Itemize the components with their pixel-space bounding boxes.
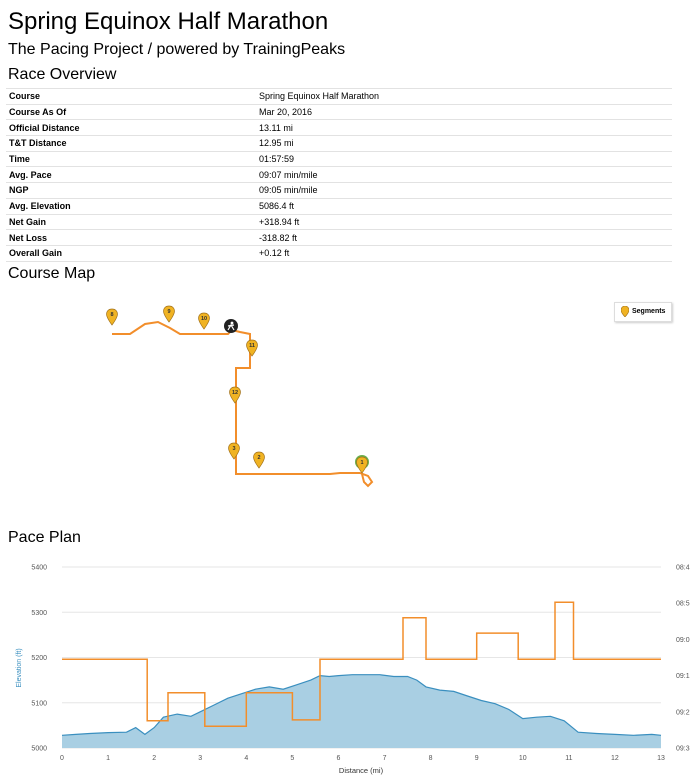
segment-marker[interactable] [357, 457, 368, 473]
segment-marker-label: 2 [257, 455, 261, 461]
x-tick-label: 3 [198, 755, 203, 762]
overview-row [6, 245, 672, 261]
overview-row [6, 183, 672, 199]
x-tick-label: 5 [290, 755, 295, 762]
segment-marker[interactable] [229, 443, 240, 459]
overview-value: 5086.4 ft [256, 198, 672, 214]
course-map[interactable] [0, 286, 700, 516]
segment-marker-label: 11 [249, 343, 255, 349]
segment-marker-label: 12 [231, 390, 239, 396]
overview-row [6, 120, 672, 136]
right-tick-label: 09:3 [676, 745, 690, 753]
right-tick-label: 09:1 [676, 673, 690, 681]
overview-value: +0.12 ft [256, 245, 672, 261]
segment-marker-label: 10 [200, 316, 208, 322]
overview-label: Net Loss [6, 230, 256, 246]
overview-label: Course [6, 89, 256, 105]
segment-marker[interactable] [107, 309, 118, 325]
right-tick-label: 09:0 [676, 636, 690, 644]
runner-icon [224, 319, 238, 333]
overview-label: Official Distance [6, 120, 256, 136]
x-tick-label: 8 [428, 755, 433, 762]
x-tick-label: 13 [657, 755, 665, 762]
overview-value: 01:57:59 [256, 151, 672, 167]
x-tick-label: 9 [474, 755, 479, 762]
overview-row [6, 104, 672, 120]
x-tick-label: 10 [518, 755, 527, 762]
overview-row [6, 167, 672, 183]
overview-value: +318.94 ft [256, 214, 672, 230]
overview-row [6, 151, 672, 167]
right-tick-label: 09:2 [676, 709, 690, 717]
y-tick-label: 5200 [31, 655, 47, 662]
x-tick-label: 1 [106, 755, 111, 762]
course-route [112, 322, 372, 486]
overview-value: 13.11 mi [256, 120, 672, 136]
segment-marker-label: 1 [360, 460, 364, 466]
course-map-heading: Course Map [8, 265, 96, 282]
overview-row [6, 214, 672, 230]
pace-plan-heading: Pace Plan [8, 529, 81, 546]
y-axis-label: Elevation (ft) [16, 648, 23, 688]
segment-marker-label: 8 [110, 312, 114, 318]
x-tick-label: 11 [565, 755, 573, 762]
overview-row [6, 198, 672, 214]
elevation-area [62, 675, 661, 748]
overview-value: 09:07 min/mile [256, 167, 672, 183]
segment-marker-label: 9 [167, 309, 171, 315]
y-tick-label: 5400 [31, 564, 47, 572]
overview-label: T&T Distance [6, 136, 256, 152]
overview-value: 09:05 min/mile [256, 183, 672, 199]
y-tick-label: 5300 [31, 609, 47, 617]
overview-value: Spring Equinox Half Marathon [256, 89, 672, 105]
segment-marker[interactable] [199, 313, 210, 329]
segment-marker[interactable] [164, 306, 175, 322]
race-overview-heading: Race Overview [8, 66, 117, 83]
segment-marker[interactable] [247, 340, 258, 356]
y-tick-label: 5100 [31, 700, 47, 708]
legend-label: Segments [632, 308, 666, 315]
overview-label: NGP [6, 183, 256, 199]
x-tick-label: 6 [336, 755, 341, 762]
x-tick-label: 7 [382, 755, 387, 762]
overview-label: Avg. Elevation [6, 198, 256, 214]
overview-label: Course As Of [6, 104, 256, 120]
overview-label: Net Gain [6, 214, 256, 230]
overview-label: Time [6, 151, 256, 167]
x-tick-label: 0 [60, 755, 64, 762]
overview-row [6, 230, 672, 246]
x-axis-label: Distance (mi) [338, 766, 384, 775]
right-tick-label: 08:5 [676, 600, 690, 608]
segment-marker-label: 3 [232, 446, 236, 452]
page-title: Spring Equinox Half Marathon [8, 8, 329, 35]
race-overview-table [6, 88, 672, 262]
overview-label: Overall Gain [6, 245, 256, 261]
segment-marker[interactable] [230, 387, 241, 403]
overview-value: Mar 20, 2016 [256, 104, 672, 120]
x-tick-label: 2 [152, 755, 157, 762]
page-subtitle: The Pacing Project / powered by TrainingPeaks [8, 41, 346, 58]
overview-value: -318.82 ft [256, 230, 672, 246]
overview-row [6, 136, 672, 152]
overview-value: 12.95 mi [256, 136, 672, 152]
right-tick-label: 08:4 [676, 564, 690, 572]
overview-label: Avg. Pace [6, 167, 256, 183]
y-tick-label: 5000 [31, 745, 47, 753]
segment-pin-icon [621, 306, 629, 317]
segment-marker[interactable] [254, 452, 265, 468]
x-tick-label: 12 [611, 755, 619, 762]
x-tick-label: 4 [244, 755, 249, 762]
overview-row [6, 89, 672, 105]
map-legend [614, 302, 672, 322]
pace-plan-chart [0, 557, 700, 778]
